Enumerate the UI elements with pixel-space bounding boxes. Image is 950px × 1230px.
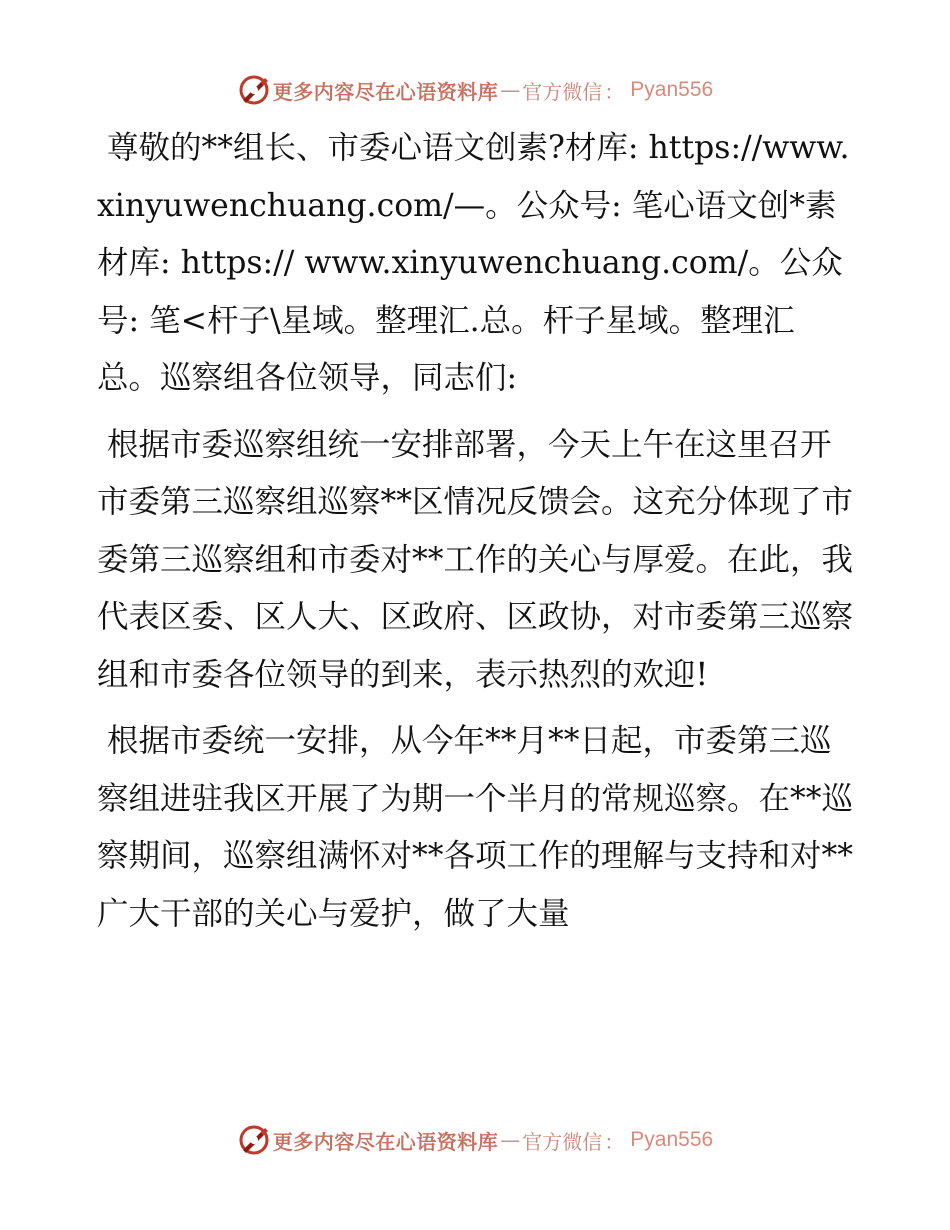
banner-colon: ： bbox=[604, 79, 625, 104]
banner-separator: — bbox=[500, 1128, 521, 1152]
banner-wechat-label: 官方微信 bbox=[522, 1129, 603, 1154]
paragraph-introduction: 根据市委巡察组统一安排部署，今天上午在这里召开市委第三巡察组巡察**区情况反馈会。这充分体现了市委第三巡察组和市委对**工作的关心与厚爱。在此，我代表区委、区人大、区政府、区政协，对市委第三巡察组和市委各位领导的到来，表示热烈的欢迎! bbox=[97, 426, 854, 693]
banner-wechat-id: Pyan556 bbox=[630, 1128, 714, 1151]
banner-separator: — bbox=[500, 78, 521, 102]
banner-brand-text: 更多内容尽在心语资料库 bbox=[272, 1129, 499, 1154]
header-watermark-banner bbox=[0, 70, 950, 110]
pen-circle-logo-icon bbox=[237, 73, 271, 107]
banner-wechat-id: Pyan556 bbox=[630, 78, 714, 101]
pen-circle-logo-icon bbox=[237, 1123, 271, 1157]
paragraph-background: 根据市委统一安排，从今年**月**日起，市委第三巡察组进驻我区开展了为期一个半月的常规巡察。在**巡察期间，巡察组满怀对**各项工作的理解与支持和对**广大干部的关心与爱护，做了大量 bbox=[97, 723, 854, 932]
banner-colon: ： bbox=[604, 1129, 625, 1154]
banner-wechat-label: 官方微信 bbox=[522, 79, 603, 104]
banner-brand-text: 更多内容尽在心语资料库 bbox=[272, 79, 499, 104]
paragraph-salutation: 尊敬的**组长、市委心语文创素?材库: https://www.xinyuwenchuang.com/—。公众号: 笔心语文创*素材库: https:// www.xinyuwenchuang.com/。公众号: 笔<杆子\星域。整理汇.总。杆子星域。整理汇总。巡察组各位领导，同志们: bbox=[97, 130, 850, 396]
document-body bbox=[97, 120, 857, 943]
footer-watermark-banner bbox=[0, 1120, 950, 1160]
